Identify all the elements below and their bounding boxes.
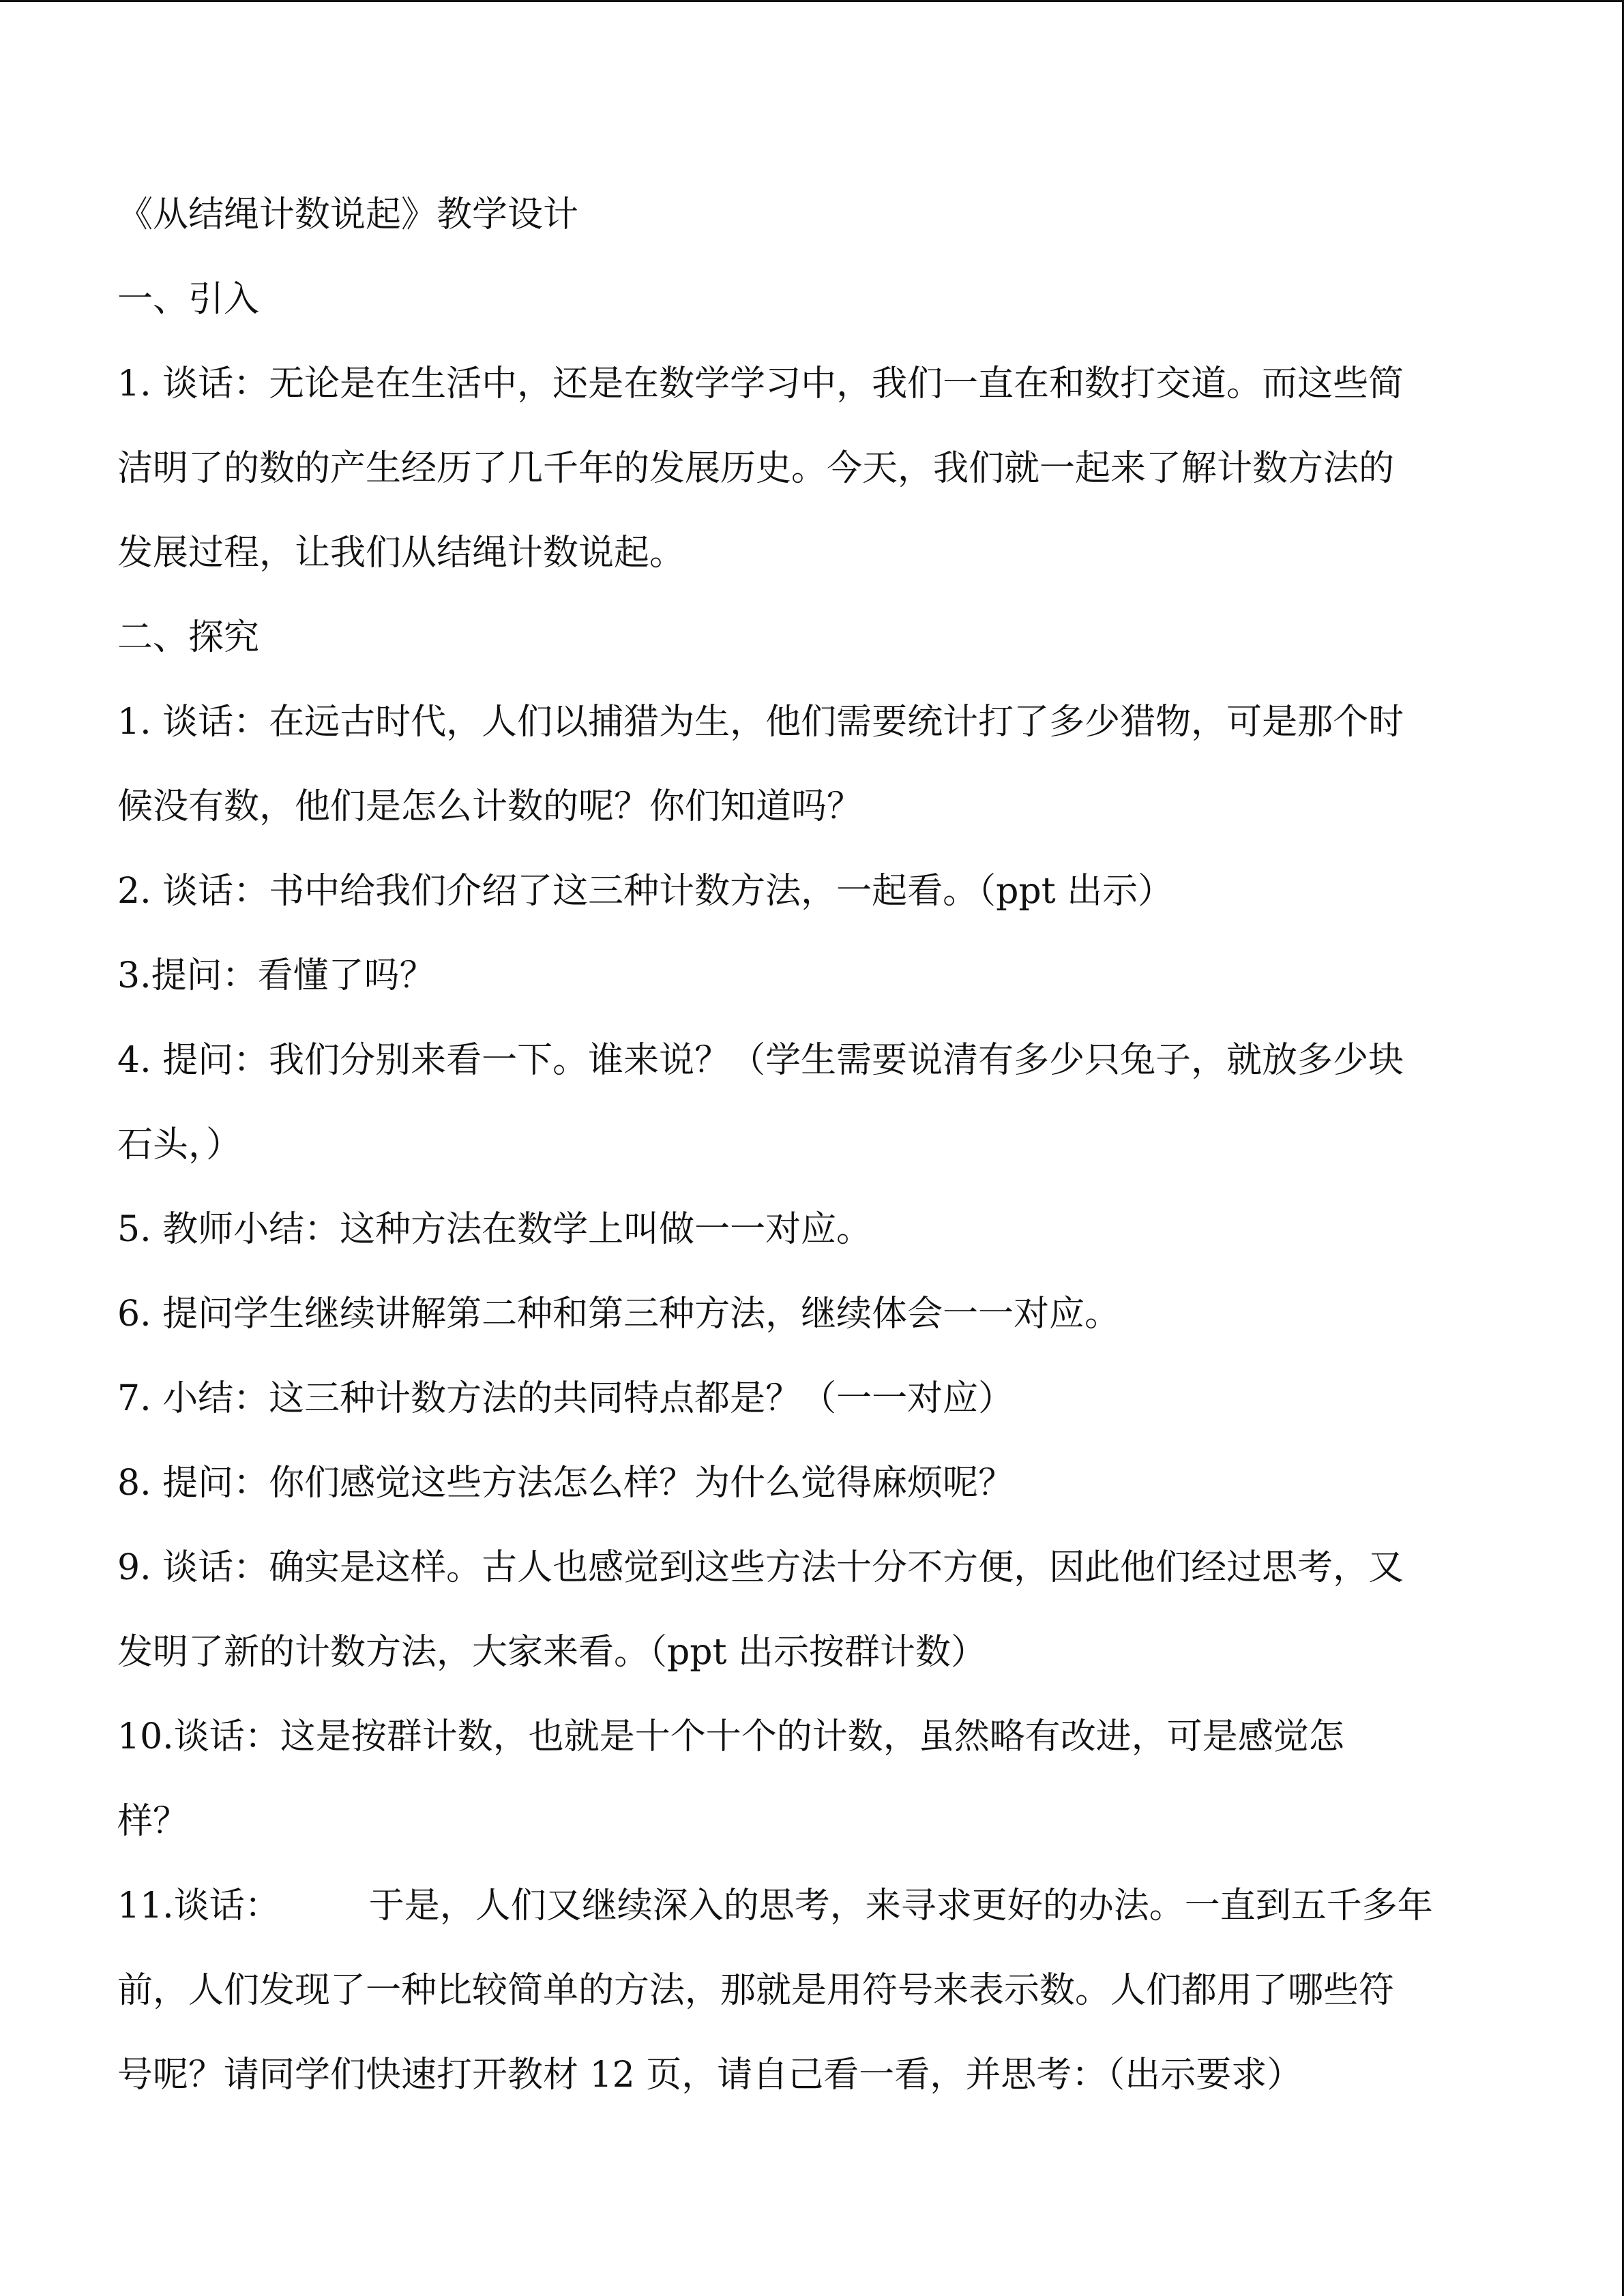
paragraph-line: 1. 谈话：无论是在生活中，还是在数学学习中，我们一直在和数打交道。而这些简 xyxy=(117,363,1404,404)
paragraph-line: 11.谈话： 于是，人们又继续深入的思考，来寻求更好的办法。一直到五千多年 xyxy=(117,1885,1433,1926)
paragraph-line: 洁明了的数的产生经历了几千年的发展历史。今天，我们就一起来了解计数方法的 xyxy=(117,448,1395,489)
paragraph-line: 号呢？请同学们快速打开教材 12 页，请自己看一看，并思考：（出示要求） xyxy=(117,2055,1303,2096)
paragraph-line: 3.提问：看懂了吗？ xyxy=(117,955,435,996)
paragraph-line: 9. 谈话：确实是这样。古人也感觉到这些方法十分不方便，因此他们经过思考，又 xyxy=(117,1547,1404,1588)
section-heading-intro: 一、引入 xyxy=(117,279,260,320)
section-heading-explore: 二、探究 xyxy=(117,617,260,658)
paragraph-line: 4. 提问：我们分别来看一下。谁来说？（学生需要说清有多少只兔子，就放多少块 xyxy=(117,1040,1404,1081)
paragraph-line: 1. 谈话：在远古时代，人们以捕猎为生，他们需要统计打了多少猎物，可是那个时 xyxy=(117,702,1404,743)
paragraph-line: 7. 小结：这三种计数方法的共同特点都是？（一一对应） xyxy=(117,1378,1014,1419)
paragraph-line: 前，人们发现了一种比较简单的方法，那就是用符号来表示数。人们都用了哪些符 xyxy=(117,1970,1395,2011)
paragraph-line: 石头，） xyxy=(117,1124,242,1165)
paragraph-line: 6. 提问学生继续讲解第二种和第三种方法，继续体会一一对应。 xyxy=(117,1294,1121,1335)
paragraph-line: 发展过程，让我们从结绳计数说起。 xyxy=(117,533,685,573)
paragraph-line: 8. 提问：你们感觉这些方法怎么样？为什么觉得麻烦呢？ xyxy=(117,1463,1014,1504)
paragraph-line: 5. 教师小结：这种方法在数学上叫做一一对应。 xyxy=(117,1209,872,1250)
document-body xyxy=(117,173,1516,2117)
paragraph-line: 发明了新的计数方法，大家来看。（ppt 出示按群计数） xyxy=(117,1632,987,1673)
paragraph-line: 10.谈话：这是按群计数，也就是十个十个的计数，虽然略有改进，可是感觉怎 xyxy=(117,1716,1344,1757)
paragraph-line: 样？ xyxy=(117,1801,189,1842)
paragraph-line: 2. 谈话：书中给我们介绍了这三种计数方法，一起看。（ppt 出示） xyxy=(117,871,1174,912)
document-title: 《从结绳计数说起》教学设计 xyxy=(117,194,579,235)
paragraph-line: 候没有数，他们是怎么计数的呢？你们知道吗？ xyxy=(117,786,863,827)
